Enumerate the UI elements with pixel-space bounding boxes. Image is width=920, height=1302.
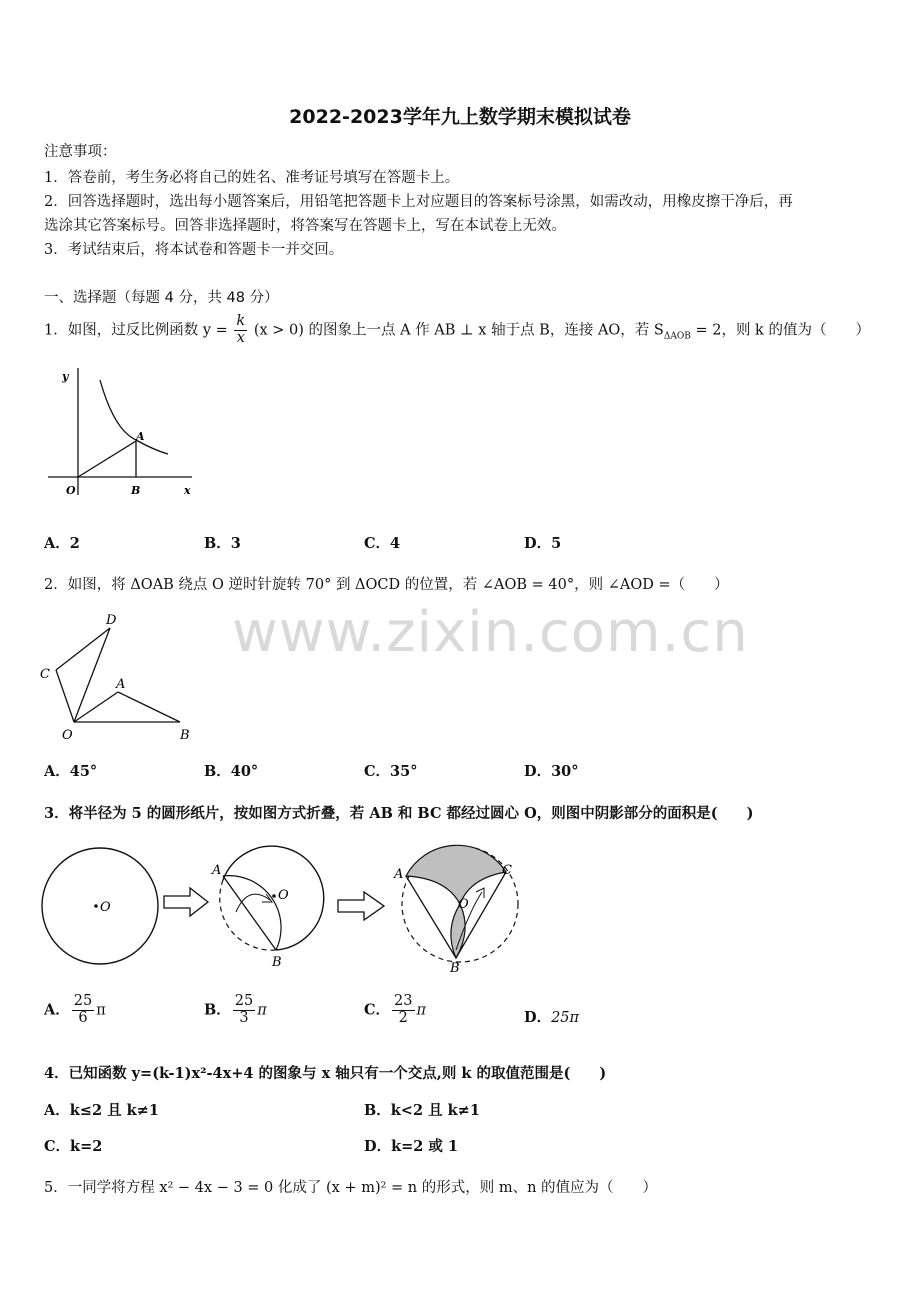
q3-option-d-tail: 25π [551, 1010, 580, 1026]
q1-label-a: A [136, 430, 145, 443]
q3-label-o3: O [458, 897, 469, 912]
q4-option-a[interactable]: A．k≤2 且 k≠1 [44, 1102, 159, 1119]
notes-item-3: 3．考试结束后，将本试卷和答题卡一并交回。 [44, 242, 344, 258]
q3-option-c-label: C． [364, 1001, 391, 1019]
page-title: 2022-2023学年九上数学期末模拟试卷 [289, 106, 631, 128]
q3-option-b[interactable] [204, 994, 267, 1027]
q1-label-y: y [62, 370, 69, 383]
q2-label-a: A [116, 677, 126, 692]
q3-option-d[interactable] [524, 1006, 579, 1027]
q3-label-b3: B [450, 961, 460, 975]
q4-option-c[interactable]: C．k=2 [44, 1138, 103, 1155]
q1-figure [44, 360, 204, 505]
q3-label-o2: O [278, 888, 289, 903]
watermark: www.zixin.com.cn [232, 600, 749, 665]
section-heading: 一、选择题（每题 4 分，共 48 分） [44, 290, 279, 306]
q1-label-x: x [184, 484, 191, 497]
q4-option-d[interactable]: D．k=2 或 1 [364, 1138, 459, 1155]
question-1 [44, 314, 870, 349]
q2-option-d[interactable]: D．30° [524, 763, 579, 780]
q3-label-a3: A [394, 867, 404, 882]
q2-figure [36, 608, 206, 748]
q1-subscript: ΔAOB [663, 331, 691, 342]
q1-suffix: = 2，则 k 的值为（ ） [695, 322, 870, 339]
notes-item-2: 2．回答选择题时，选出每小题答案后，用铅笔把答题卡上对应题目的答案标号涂黑，如需改动，用橡皮擦干净后，再 [44, 194, 793, 210]
question-4: 4．已知函数 y=(k-1)x²-4x+4 的图象与 x 轴只有一个交点,则 k 的取值范围是( ) [44, 1065, 607, 1082]
q1-option-b[interactable]: B．3 [204, 535, 241, 552]
q3-label-b2: B [272, 955, 282, 970]
q3-option-a-fraction [72, 994, 94, 1027]
q2-label-o: O [62, 728, 73, 743]
q3-option-c[interactable] [364, 994, 426, 1027]
q3-option-a-num: 25 [73, 993, 93, 1009]
q2-option-c[interactable]: C．35° [364, 763, 418, 780]
q1-label-o: O [66, 484, 76, 497]
q4-option-b[interactable]: B．k<2 且 k≠1 [364, 1102, 480, 1119]
q3-option-b-label: B． [204, 1001, 231, 1019]
q3-option-d-label: D． [524, 1009, 552, 1026]
q3-option-c-tail: π [416, 1002, 427, 1019]
q3-option-c-den: 2 [398, 1009, 408, 1026]
q1-option-d[interactable]: D．5 [524, 535, 562, 552]
q1-prefix: 1．如图，过反比例函数 y = [44, 322, 228, 339]
q3-option-a[interactable] [44, 994, 106, 1027]
q3-option-b-tail: π [257, 1002, 267, 1019]
q3-label-c3: C [502, 863, 512, 878]
q1-option-a[interactable]: A．2 [44, 535, 80, 552]
notes-heading: 注意事项： [44, 144, 117, 160]
q1-mid: (x > 0) 的图象上一点 A 作 AB ⊥ x 轴于点 B，连接 AO，若 S [253, 322, 664, 339]
q3-option-b-fraction [233, 994, 255, 1027]
q3-option-a-den: 6 [78, 1009, 88, 1026]
q2-label-d: D [106, 613, 117, 628]
q1-frac-den: x [236, 329, 245, 346]
q3-option-a-label: A． [44, 1001, 70, 1019]
q1-frac-num: k [236, 313, 246, 329]
q2-option-b[interactable]: B．40° [204, 763, 259, 780]
q3-option-a-tail: π [96, 1002, 106, 1019]
question-2: 2．如图，将 ΔOAB 绕点 O 逆时针旋转 70° 到 ΔOCD 的位置，若 ∠AOB = 40°，则 ∠AOD =（ ） [44, 577, 729, 593]
q3-figure [40, 840, 540, 975]
q3-label-o1: O [100, 900, 111, 915]
q3-options [44, 994, 874, 1044]
q1-fraction [234, 314, 247, 347]
q1-option-c[interactable]: C．4 [364, 535, 401, 552]
q3-option-c-num: 23 [394, 993, 413, 1009]
q3-option-c-fraction [392, 994, 414, 1027]
question-5: 5．一同学将方程 x² − 4x − 3 = 0 化成了 (x + m)² = n 的形式，则 m、n 的值应为（ ） [44, 1180, 658, 1196]
notes-item-2-cont: 选涂其它答案标号。回答非选择题时，将答案写在答题卡上，写在本试卷上无效。 [44, 218, 566, 234]
notes-item-1: 1．答卷前，考生务必将自己的姓名、准考证号填写在答题卡上。 [44, 170, 460, 186]
q3-option-b-num: 25 [234, 993, 254, 1009]
q2-label-b: B [180, 728, 190, 743]
question-3: 3．将半径为 5 的圆形纸片，按如图方式折叠，若 AB 和 BC 都经过圆心 O，则图中阴影部分的面积是( ) [44, 805, 754, 822]
q3-label-a2: A [212, 863, 222, 878]
q2-label-c: C [40, 667, 50, 682]
q2-option-a[interactable]: A．45° [44, 763, 98, 780]
q1-label-b: B [131, 484, 141, 497]
q3-option-b-den: 3 [239, 1009, 249, 1026]
